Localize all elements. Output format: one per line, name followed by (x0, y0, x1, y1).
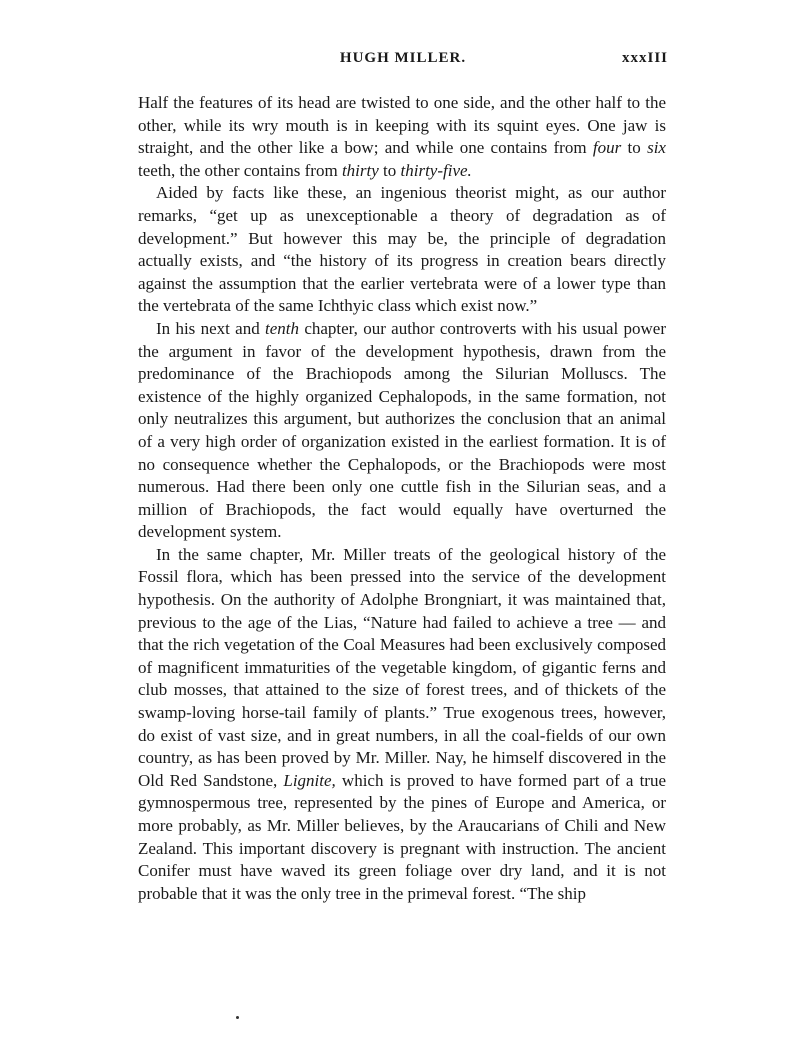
italic-text: thirty (341, 160, 379, 180)
running-title: HUGH MILLER. (339, 50, 467, 66)
page-number: xxxIII (621, 50, 668, 66)
paragraph (138, 182, 666, 318)
italic-text: thirty-five. (400, 160, 472, 180)
text-run: teeth, the other contains from (138, 160, 342, 180)
paragraph (138, 318, 666, 544)
paragraph (138, 92, 666, 182)
text-run: chapter, our author controverts with his usual power the argument in favor of the development hypothesis, drawn from the predominance of the Brachiopods among the Silurian Molluscs. The existence of the highly organized Cephalopods, in the same formation, not only neutralizes this argument, but authorizes the conclusion that an animal of a very high order of organization existed in the earliest formation. It is of no consequence whether the Cephalopods, or the Brachiopods were most numerous. Had there been only one cuttle fish in the Silurian seas, and a million of Brachiopods, the fact would equally have overturned the development system. (138, 318, 666, 542)
text-run: to (378, 160, 401, 180)
paragraph (138, 544, 666, 906)
running-head (138, 50, 668, 72)
italic-text: four (592, 138, 622, 158)
stray-ink-mark (236, 1016, 239, 1019)
body-text (138, 92, 666, 905)
text-run: Aided by facts like these, an ingenious theorist might, as our author remarks, “get up as unexceptionable a theory of degradation as of development.” But however this may be, the principle of degradation actually exists, and “the history of its progress in creation bears directly against the assumption that the earlier vertebrata were of a lower type than the vertebrata of the same Ichthyic class which exist now.” (138, 183, 666, 316)
text-run: to (621, 138, 648, 158)
text-run: Half the features of its head are twisted to one side, and the other half to the other, while its wry mouth is in keeping with its squint eyes. One jaw is straight, and the other like a bow; and while one contains from (138, 93, 666, 158)
italic-text: six (647, 138, 666, 158)
italic-text: Lignite, (283, 770, 336, 790)
text-run: In his next and (156, 318, 266, 338)
italic-text: tenth (265, 318, 300, 338)
text-run: In the same chapter, Mr. Miller treats of the geological history of the Fossil flora, which has been pressed into the service of the development hypothesis. On the authority of Adolphe Brongniart, it was maintained that, previous to the age of the Lias, “Nature had failed to achieve a tree — and that the rich vegetation of the Coal Measures had been exclusively composed of magnificent immaturities of the vegetable kingdom, of gigantic ferns and club mosses, that attained to the size of forest trees, and of thickets of the swamp-loving horse-tail family of plants.” True exogenous trees, however, do exist of vast size, and in great numbers, in all the coal-fields of our own country, as has been proved by Mr. Miller. Nay, he himself discovered in the Old Red Sandstone, (138, 544, 666, 790)
text-run: which is proved to have formed part of a true gymnospermous tree, represented by the pines of Europe and America, or more probably, as Mr. Miller believes, by the Araucarians of Chili and New Zealand. This important discovery is pregnant with instruction. The ancient Conifer must have waved its green foliage over dry land, and it is not probable that it was the only tree in the primeval forest. “The ship (138, 770, 667, 903)
